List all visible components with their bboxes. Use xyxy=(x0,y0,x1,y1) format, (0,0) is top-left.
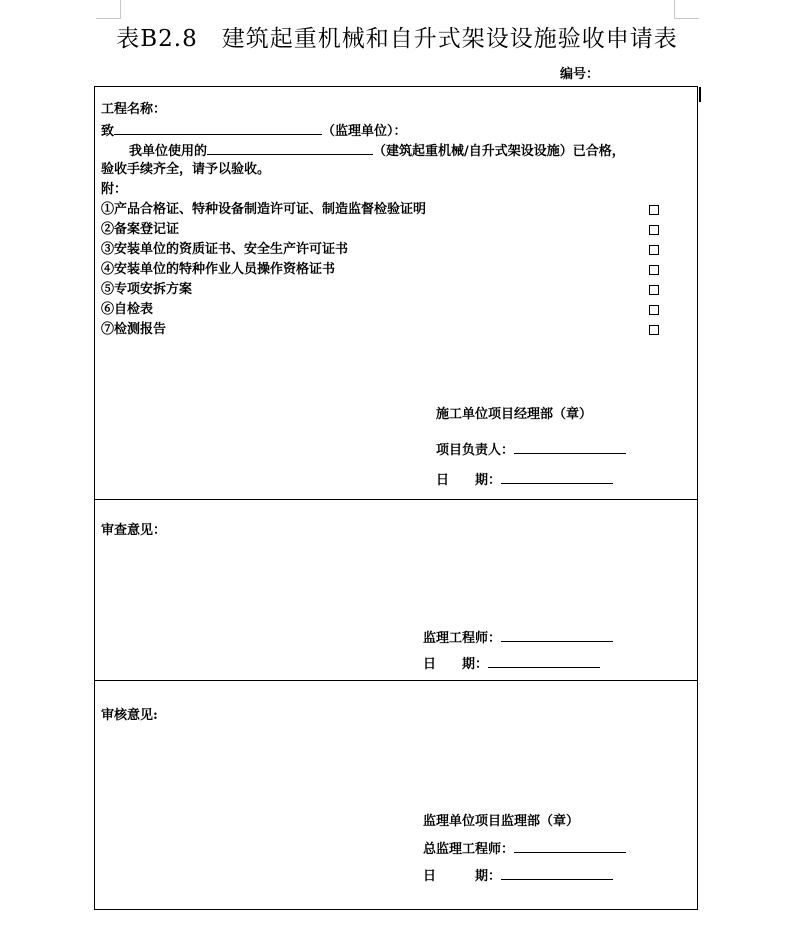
review-date-label: 日 期： xyxy=(423,657,489,672)
chief-engineer-label: 总监理工程师： xyxy=(423,842,515,857)
attachment-checkbox[interactable] xyxy=(649,305,659,315)
supervision-unit-field[interactable] xyxy=(114,121,322,135)
review-date-line xyxy=(423,654,600,674)
review-section xyxy=(95,500,697,681)
application-date-line xyxy=(436,470,613,490)
audit-date-field[interactable] xyxy=(501,866,613,880)
crop-mark-left xyxy=(96,0,121,19)
application-date-label: 日 期： xyxy=(436,473,502,488)
project-manager-field[interactable] xyxy=(514,440,626,454)
attachment-item: ③安装单位的资质证书、安全生产许可证书 xyxy=(101,242,349,257)
attachment-item: ⑤专项安拆方案 xyxy=(101,282,193,297)
project-manager-line xyxy=(436,440,626,460)
audit-opinion-label: 审核意见: xyxy=(101,708,158,723)
statement-suffix: （建筑起重机械/自升式架设设施）已合格， xyxy=(373,144,625,159)
audit-date-label: 日 期： xyxy=(423,869,502,884)
engineer-field[interactable] xyxy=(501,628,613,642)
attachment-checkbox[interactable] xyxy=(649,285,659,295)
statement-line-1 xyxy=(129,141,625,161)
engineer-line xyxy=(423,628,613,648)
crop-mark-right xyxy=(674,0,699,19)
form-table xyxy=(94,86,698,910)
chief-engineer-field[interactable] xyxy=(514,839,626,853)
equipment-field[interactable] xyxy=(207,141,373,155)
attachment-item: ⑦检测报告 xyxy=(101,322,167,337)
to-suffix: （监理单位）： xyxy=(322,124,407,139)
review-opinion-label: 审查意见： xyxy=(101,523,167,538)
statement-prefix: 我单位使用的 xyxy=(129,144,208,159)
application-section xyxy=(95,87,697,500)
attachment-checkbox[interactable] xyxy=(649,225,659,235)
project-name-label: 工程名称： xyxy=(101,102,167,117)
attachment-item: ⑥自检表 xyxy=(101,302,154,317)
attachment-checkbox[interactable] xyxy=(649,265,659,275)
serial-number-label: 编号： xyxy=(560,67,600,82)
attachment-checkbox[interactable] xyxy=(649,325,659,335)
application-date-field[interactable] xyxy=(501,470,613,484)
to-prefix: 致 xyxy=(101,124,115,139)
engineer-label: 监理工程师： xyxy=(423,631,502,646)
attachment-checkbox[interactable] xyxy=(649,205,659,215)
form-title: 表B2.8 建筑起重机械和自升式架设设施验收申请表 xyxy=(116,26,678,52)
project-manager-label: 项目负责人： xyxy=(436,443,515,458)
audit-section xyxy=(95,681,697,909)
chief-engineer-line xyxy=(423,839,626,859)
supervision-department-label: 监理单位项目监理部（章） xyxy=(423,814,580,829)
attachment-item: ①产品合格证、特种设备制造许可证、制造监督检验证明 xyxy=(101,202,427,217)
attachments-label: 附： xyxy=(101,182,128,197)
attachment-item: ②备案登记证 xyxy=(101,222,180,237)
statement-line-2: 验收手续齐全，请予以验收。 xyxy=(101,162,271,177)
attachment-item: ④安装单位的特种作业人员操作资格证书 xyxy=(101,262,336,277)
review-date-field[interactable] xyxy=(488,654,600,668)
contractor-department-label: 施工单位项目经理部（章） xyxy=(436,407,593,422)
audit-date-line xyxy=(423,866,613,886)
text-cursor xyxy=(699,87,701,102)
attachment-checkbox[interactable] xyxy=(649,245,659,255)
addressee-line xyxy=(101,121,407,141)
